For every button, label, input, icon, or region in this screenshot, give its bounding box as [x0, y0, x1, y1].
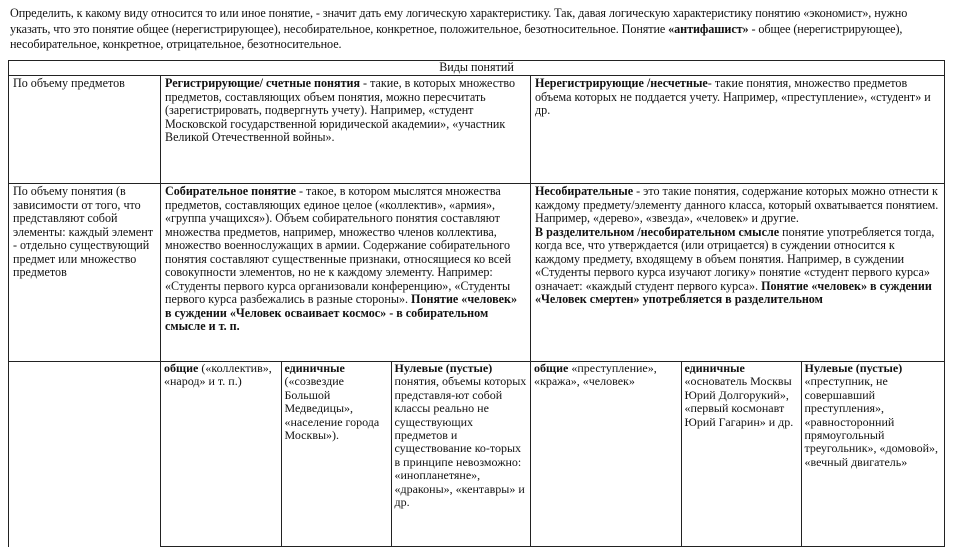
left-empty-term: Нулевые (пустые) [394, 362, 493, 375]
left-single-term: единичные [284, 362, 345, 375]
divisive-text: понятие употребляется тогда, когда все, что утверждается (или отрицается) в суждении относится к каждому предмету, входящему в объем понятия. Например, в суждении «Студенты первого курса изучают логику» понятие «студент первого курса» означает: «каждый студент первого курса». [535, 224, 935, 293]
noncollective-term: Несобирательные [535, 184, 634, 198]
nonregistering-text: - такие понятия, множество предметов объема которых не поддается учету. Например, «преступление», «студент» и др. [535, 76, 931, 117]
intro-paragraph [10, 6, 950, 53]
divisive-term: В разделительном /несобирательном смысле [535, 224, 780, 239]
divisive-example: Понятие «человек» в суждении «Человек смертен» употребляется в разделительном [535, 278, 932, 306]
left-general-term: общие [164, 362, 199, 375]
table-row [9, 76, 945, 184]
row-label-empty [9, 362, 161, 547]
right-empty-term: Нулевые (пустые) [804, 362, 903, 375]
table-row [9, 184, 945, 362]
intro-text-2: - общее (нерегистрирующее), несобирательное, конкретное, отрицательное, безотносительное. [10, 21, 903, 51]
right-general [531, 362, 681, 546]
table-title: Виды понятий [9, 61, 945, 76]
left-empty-text: понятия, объемы которых представля-ют собой классы реально не существующих предметов и существование ко-торых в принципе невозможно: «инопланетяне», «драконы», «кентавры» и др. [394, 374, 527, 510]
nonregistering-term: Нерегистрирующие /несчетные [535, 76, 708, 90]
cell-right-subtypes [531, 362, 945, 547]
right-single-text: «основатель Москвы Юрий Долгорукий», «первый космонавт Юрий Гагарин» и др. [684, 374, 794, 429]
cell-left-subtypes [161, 362, 531, 547]
row-label-collective: По объему понятия (в зависимости от того, что представляют собой элементы: каждый элемент - отдельно существующий предмет или множество предметов [9, 184, 161, 362]
left-general [161, 362, 281, 546]
concept-types-table [8, 60, 945, 547]
right-subtypes [531, 362, 945, 546]
left-single-text: («созвездие Большой Медведицы», «население города Москвы»). [284, 374, 380, 443]
intro-text-1: Определить, к какому виду относится то или иное понятие, - значит дать ему логическую характеристику. Так, давая логическую характеристику понятию «экономист», нужно указать, что это понятие общее (нерегистрирующее), несобирательное, конкретное, положительное, безотносительное. Понятие [10, 6, 908, 36]
left-subtypes [161, 362, 531, 546]
registering-term: Регистрирующие/ счетные понятия [165, 76, 361, 90]
collective-text: - такое, в котором мыслятся множества предметов, составляющих единое целое («коллектив», «армия», «группа учащихся»). Объем собирательного понятия составляют множества предметов, например, множество членов коллектива, множество военнослужащих в армии. Содержание собирательного понятия составляют существенные признаки, относящиеся ко всей совокупности элементов, но не к каждому элементу. Например: «Студенты первого курса организовали конференцию», «Студенты первого курса разбежались в разные стороны». [165, 184, 512, 306]
cell-noncollective [531, 184, 945, 362]
table-row [9, 362, 945, 547]
cell-collective [161, 184, 531, 362]
row-label-volume: По объему предметов [9, 76, 161, 184]
left-general-text: («коллектив», «народ» и т. п.) [164, 362, 272, 389]
noncollective-text: - это такие понятия, содержание которых можно отнести к каждому предмету/элементу данного класса, который охватывается понятием. Например, «дерево», «звезда», «человек» и другие. [535, 184, 939, 225]
right-general-term: общие [534, 362, 569, 375]
intro-bold-term: «антифашист» [668, 21, 749, 36]
cell-registering [161, 76, 531, 184]
right-empty-text: «преступник, не совершавший преступления», «равносторонний прямоугольный треугольник», «домовой», «вечный двигатель» [804, 374, 938, 469]
left-empty [391, 362, 531, 546]
right-single-term: единичные [684, 362, 745, 375]
left-single [281, 362, 391, 546]
collective-example: Понятие «человек» в суждении «Человек осваивает космос» - в собирательном смысле и т. п. [165, 292, 517, 333]
right-general-text: «преступление», «кража», «человек» [534, 362, 657, 389]
registering-text: - такие, в которых множество предметов, составляющих объем понятия, можно пересчитать (зарегистрировать, подвергнуть учету). Например, «студент Московской государственной юридической академии», «участник Великой Отечественной войны». [165, 76, 516, 144]
right-empty [801, 362, 945, 546]
right-single [681, 362, 801, 546]
collective-term: Собирательное понятие [165, 184, 296, 198]
cell-nonregistering [531, 76, 945, 184]
